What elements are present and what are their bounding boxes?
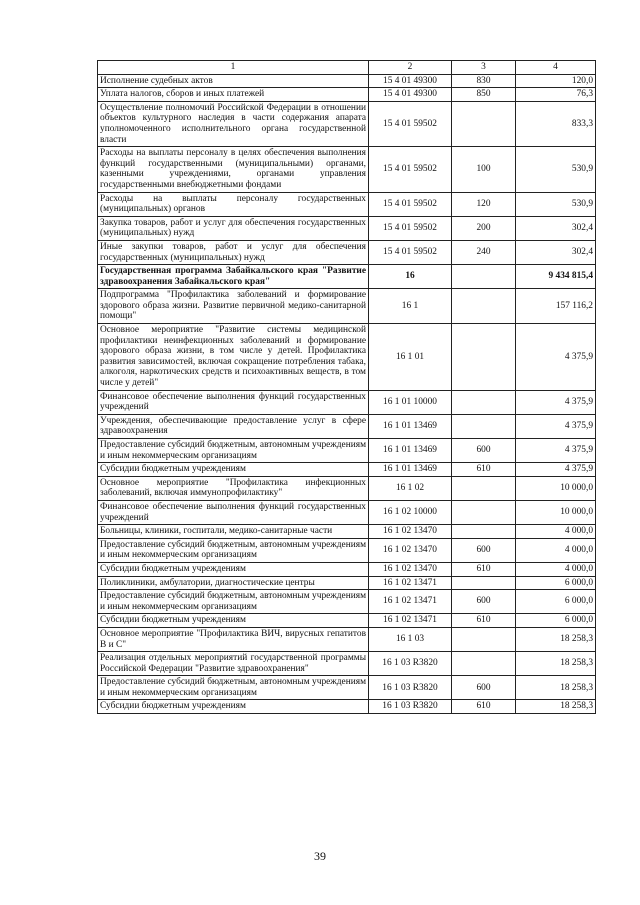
column-number-4: 4 <box>516 61 596 75</box>
row-code: 16 1 02 13470 <box>369 525 452 539</box>
row-sum: 4 000,0 <box>516 525 596 539</box>
row-code: 16 1 02 13470 <box>369 562 452 576</box>
column-number-2: 2 <box>369 61 452 75</box>
row-expense-type <box>452 525 516 539</box>
row-expense-type <box>452 576 516 590</box>
row-name: Субсидии бюджетным учреждениям <box>98 614 369 628</box>
row-name: Предоставление субсидий бюджетным, автономным учреждениям и иным некоммерческим организациям <box>98 538 369 562</box>
row-sum: 120,0 <box>516 74 596 88</box>
row-code: 16 1 <box>369 289 452 324</box>
row-sum: 4 375,9 <box>516 390 596 414</box>
row-code: 15 4 01 59502 <box>369 240 452 264</box>
row-name: Расходы на выплаты персоналу в целях обеспечения выполнения функций государственными (муниципальными) органами, казенными учреждениями, органами управления государственными внебюджетными фондами <box>98 147 369 192</box>
row-sum: 530,9 <box>516 147 596 192</box>
row-expense-type <box>452 324 516 391</box>
row-name: Финансовое обеспечение выполнения функций государственных учреждений <box>98 500 369 524</box>
row-sum: 10 000,0 <box>516 500 596 524</box>
row-name: Исполнение судебных актов <box>98 74 369 88</box>
row-expense-type <box>452 390 516 414</box>
row-name: Реализация отдельных мероприятий государственной программы Российской Федерации "Развитие здравоохранения" <box>98 652 369 676</box>
row-name: Предоставление субсидий бюджетным, автономным учреждениям и иным некоммерческим организациям <box>98 676 369 700</box>
row-code: 16 1 01 13469 <box>369 463 452 477</box>
table-row <box>98 414 596 438</box>
row-code: 15 4 01 59502 <box>369 216 452 240</box>
row-sum: 4 375,9 <box>516 324 596 391</box>
table-row <box>98 74 596 88</box>
row-expense-type: 850 <box>452 88 516 102</box>
row-name: Финансовое обеспечение выполнения функций государственных учреждений <box>98 390 369 414</box>
row-code: 16 <box>369 265 452 289</box>
row-sum: 833,3 <box>516 101 596 146</box>
row-expense-type: 830 <box>452 74 516 88</box>
row-sum: 10 000,0 <box>516 476 596 500</box>
table-row <box>98 439 596 463</box>
table-row <box>98 192 596 216</box>
row-expense-type <box>452 627 516 651</box>
row-expense-type <box>452 476 516 500</box>
table-row <box>98 500 596 524</box>
table-row <box>98 463 596 477</box>
row-sum: 18 258,3 <box>516 676 596 700</box>
row-expense-type <box>452 500 516 524</box>
row-code: 16 1 01 13469 <box>369 439 452 463</box>
row-sum: 76,3 <box>516 88 596 102</box>
row-code: 16 1 03 <box>369 627 452 651</box>
page-number: 39 <box>314 849 326 863</box>
row-name: Субсидии бюджетным учреждениям <box>98 562 369 576</box>
row-code: 16 1 02 10000 <box>369 500 452 524</box>
row-expense-type: 600 <box>452 538 516 562</box>
budget-table <box>97 60 596 714</box>
row-name: Уплата налогов, сборов и иных платежей <box>98 88 369 102</box>
row-code: 15 4 01 49300 <box>369 74 452 88</box>
row-name: Основное мероприятие "Развитие системы медицинской профилактики неинфекционных заболеваний и формирование здорового образа жизни, в том числе у детей. Профилактика развития зависимостей, включая сокращение потребления табака, алкоголя, наркотических средств и психоактивных веществ, в том числе у детей" <box>98 324 369 391</box>
table-row <box>98 652 596 676</box>
row-sum: 18 258,3 <box>516 700 596 714</box>
row-code: 16 1 01 10000 <box>369 390 452 414</box>
row-name: Предоставление субсидий бюджетным, автономным учреждениям и иным некоммерческим организациям <box>98 590 369 614</box>
row-code: 16 1 03 R3820 <box>369 676 452 700</box>
row-name: Предоставление субсидий бюджетным, автономным учреждениям и иным некоммерческим организациям <box>98 439 369 463</box>
table-row <box>98 147 596 192</box>
row-name: Поликлиники, амбулатории, диагностические центры <box>98 576 369 590</box>
row-expense-type: 200 <box>452 216 516 240</box>
table-row <box>98 216 596 240</box>
row-expense-type: 600 <box>452 676 516 700</box>
table-row <box>98 240 596 264</box>
row-code: 15 4 01 59502 <box>369 192 452 216</box>
table-row <box>98 676 596 700</box>
table-row <box>98 88 596 102</box>
table-row <box>98 627 596 651</box>
row-name: Закупка товаров, работ и услуг для обеспечения государственных (муниципальных) нужд <box>98 216 369 240</box>
row-sum: 6 000,0 <box>516 614 596 628</box>
row-name: Подпрограмма "Профилактика заболеваний и формирование здорового образа жизни. Развитие первичной медико-санитарной помощи" <box>98 289 369 324</box>
row-name: Расходы на выплаты персоналу государственных (муниципальных) органов <box>98 192 369 216</box>
table-row <box>98 590 596 614</box>
column-number-3: 3 <box>452 61 516 75</box>
row-code: 15 4 01 59502 <box>369 101 452 146</box>
row-code: 15 4 01 59502 <box>369 147 452 192</box>
row-sum: 18 258,3 <box>516 652 596 676</box>
table-row <box>98 525 596 539</box>
row-expense-type: 100 <box>452 147 516 192</box>
row-sum: 18 258,3 <box>516 627 596 651</box>
table-row <box>98 538 596 562</box>
row-name: Субсидии бюджетным учреждениям <box>98 700 369 714</box>
row-sum: 302,4 <box>516 216 596 240</box>
row-sum: 9 434 815,4 <box>516 265 596 289</box>
table-row <box>98 324 596 391</box>
row-sum: 6 000,0 <box>516 590 596 614</box>
row-name: Осуществление полномочий Российской Федерации в отношении объектов культурного наследия в части содержания апарата уполномоченного исполнительного органа государственной власти <box>98 101 369 146</box>
row-expense-type <box>452 265 516 289</box>
table-row <box>98 576 596 590</box>
row-expense-type: 610 <box>452 614 516 628</box>
row-sum: 302,4 <box>516 240 596 264</box>
row-code: 16 1 02 13471 <box>369 614 452 628</box>
row-code: 16 1 01 13469 <box>369 414 452 438</box>
row-code: 16 1 01 <box>369 324 452 391</box>
row-expense-type: 240 <box>452 240 516 264</box>
table-row <box>98 562 596 576</box>
row-name: Государственная программа Забайкальского края "Развитие здравоохранения Забайкальского края" <box>98 265 369 289</box>
row-expense-type <box>452 414 516 438</box>
row-expense-type: 600 <box>452 439 516 463</box>
column-number-row <box>98 61 596 75</box>
row-sum: 157 116,2 <box>516 289 596 324</box>
table-row <box>98 101 596 146</box>
row-sum: 6 000,0 <box>516 576 596 590</box>
row-expense-type: 600 <box>452 590 516 614</box>
row-expense-type <box>452 289 516 324</box>
row-name: Иные закупки товаров, работ и услуг для обеспечения государственных (муниципальных) нужд <box>98 240 369 264</box>
row-expense-type: 610 <box>452 463 516 477</box>
row-sum: 4 375,9 <box>516 463 596 477</box>
table-row <box>98 289 596 324</box>
row-code: 16 1 03 R3820 <box>369 652 452 676</box>
table-row <box>98 390 596 414</box>
row-expense-type <box>452 652 516 676</box>
table-row <box>98 265 596 289</box>
row-sum: 4 000,0 <box>516 538 596 562</box>
row-code: 15 4 01 49300 <box>369 88 452 102</box>
row-expense-type: 610 <box>452 700 516 714</box>
table-row <box>98 614 596 628</box>
row-code: 16 1 03 R3820 <box>369 700 452 714</box>
row-expense-type: 120 <box>452 192 516 216</box>
row-name: Основное мероприятие "Профилактика инфекционных заболеваний, включая иммунопрофилактику" <box>98 476 369 500</box>
row-name: Больницы, клиники, госпитали, медико-санитарные части <box>98 525 369 539</box>
budget-table-body <box>98 61 596 714</box>
table-row <box>98 700 596 714</box>
row-name: Субсидии бюджетным учреждениям <box>98 463 369 477</box>
row-name: Основное мероприятие "Профилактика ВИЧ, вирусных гепатитов В и С" <box>98 627 369 651</box>
row-sum: 4 375,9 <box>516 439 596 463</box>
row-code: 16 1 02 13470 <box>369 538 452 562</box>
row-code: 16 1 02 <box>369 476 452 500</box>
row-code: 16 1 02 13471 <box>369 590 452 614</box>
row-code: 16 1 02 13471 <box>369 576 452 590</box>
row-name: Учреждения, обеспечивающие предоставление услуг в сфере здравоохранения <box>98 414 369 438</box>
row-sum: 4 375,9 <box>516 414 596 438</box>
row-sum: 4 000,0 <box>516 562 596 576</box>
table-row <box>98 476 596 500</box>
row-expense-type <box>452 101 516 146</box>
row-sum: 530,9 <box>516 192 596 216</box>
row-expense-type: 610 <box>452 562 516 576</box>
column-number-1: 1 <box>98 61 369 75</box>
